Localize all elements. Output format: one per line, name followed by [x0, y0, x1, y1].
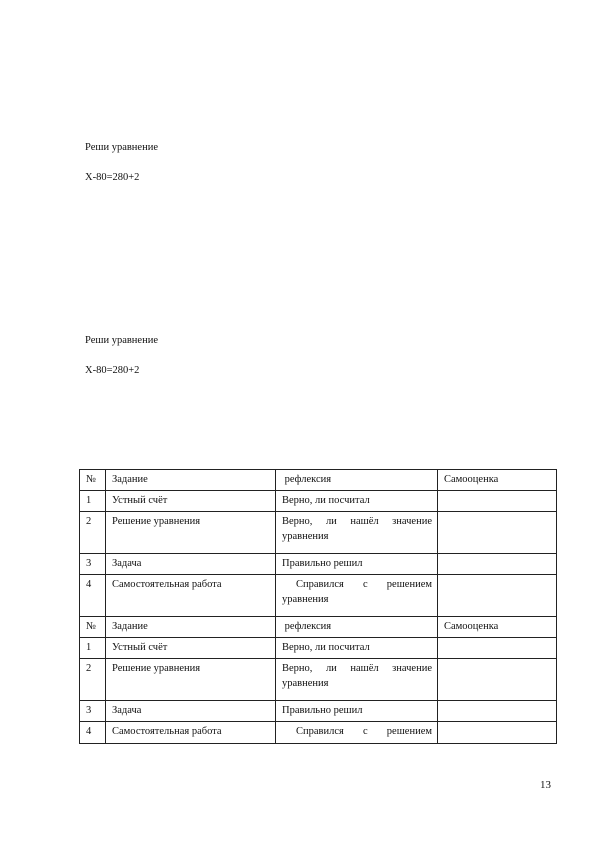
instruction-text: Реши уравнение [85, 335, 158, 346]
row-reflection: Правильно решил [276, 701, 438, 722]
row-self-assessment [438, 575, 557, 617]
row-task: Самостоятельная работа [106, 575, 276, 617]
table-row [80, 722, 557, 744]
row-task: Задача [106, 701, 276, 722]
row-self-assessment [438, 638, 557, 659]
instruction-text: Реши уравнение [85, 142, 158, 153]
header-cell-task: Задание [106, 617, 276, 638]
header-cell-number: № [80, 470, 106, 491]
row-task: Решение уравнения [106, 512, 276, 554]
page-number: 13 [540, 779, 551, 791]
header-cell-number: № [80, 617, 106, 638]
table-row [80, 659, 557, 701]
table-row [80, 638, 557, 659]
row-number: 3 [80, 554, 106, 575]
row-number: 1 [80, 491, 106, 512]
row-task: Устный счёт [106, 491, 276, 512]
row-reflection: Верно, ли посчитал [276, 638, 438, 659]
row-task: Самостоятельная работа [106, 722, 276, 744]
row-number: 4 [80, 722, 106, 744]
row-reflection: Верно, ли нашёл значение уравнения [276, 512, 438, 554]
equation-text: Х-80=280+2 [85, 172, 140, 183]
header-cell-reflection: рефлексия [276, 617, 438, 638]
table-row [80, 512, 557, 554]
row-reflection: Верно, ли посчитал [276, 491, 438, 512]
table-header-row [80, 470, 557, 491]
row-number: 3 [80, 701, 106, 722]
row-self-assessment [438, 722, 557, 744]
table-header-row [80, 617, 557, 638]
row-reflection: Верно, ли нашёл значение уравнения [276, 659, 438, 701]
row-self-assessment [438, 701, 557, 722]
header-cell-self-assessment: Самооценка [438, 470, 557, 491]
reflection-table [79, 469, 557, 744]
table-row [80, 554, 557, 575]
table-row [80, 575, 557, 617]
header-cell-task: Задание [106, 470, 276, 491]
equation-text: Х-80=280+2 [85, 365, 140, 376]
table-row [80, 701, 557, 722]
header-cell-reflection: рефлексия [276, 470, 438, 491]
row-self-assessment [438, 491, 557, 512]
row-self-assessment [438, 512, 557, 554]
row-task: Задача [106, 554, 276, 575]
row-task: Решение уравнения [106, 659, 276, 701]
header-cell-self-assessment: Самооценка [438, 617, 557, 638]
row-self-assessment [438, 554, 557, 575]
row-reflection: Справился с решением уравнения [276, 575, 438, 617]
row-reflection: Правильно решил [276, 554, 438, 575]
table-row [80, 491, 557, 512]
row-task: Устный счёт [106, 638, 276, 659]
row-number: 2 [80, 512, 106, 554]
row-number: 1 [80, 638, 106, 659]
row-self-assessment [438, 659, 557, 701]
row-number: 2 [80, 659, 106, 701]
row-reflection: Справился с решением [276, 722, 438, 744]
row-number: 4 [80, 575, 106, 617]
